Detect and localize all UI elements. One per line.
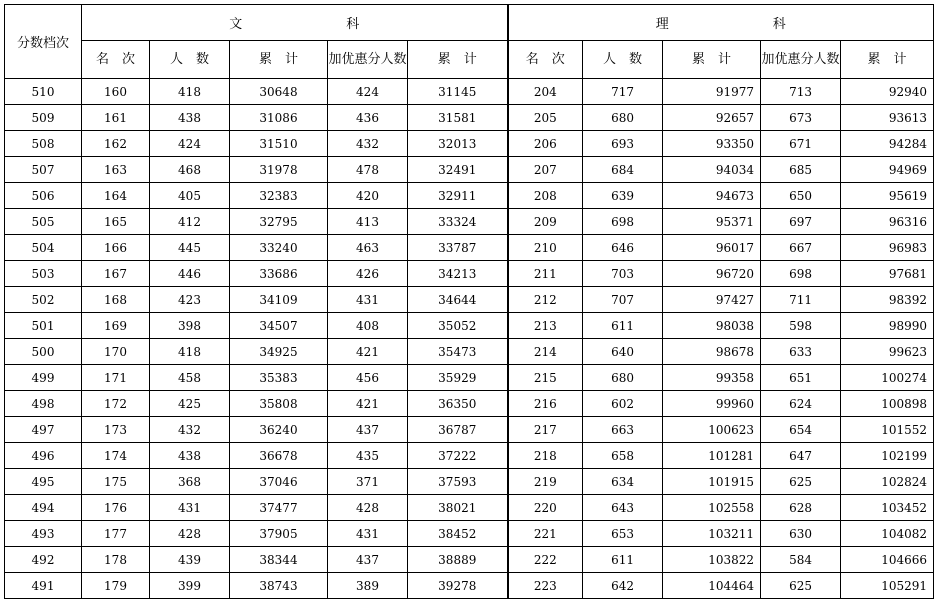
table-row <box>5 495 934 521</box>
arts-rank-cell: 178 <box>82 547 150 573</box>
arts-bonus-cumulative-cell: 37222 <box>408 443 508 469</box>
arts-bonus-count-cell: 463 <box>328 235 408 261</box>
arts-count-cell: 438 <box>150 105 230 131</box>
table-row <box>5 131 934 157</box>
arts-rank-cell: 164 <box>82 183 150 209</box>
arts-rank-cell: 167 <box>82 261 150 287</box>
score-cell: 493 <box>5 521 82 547</box>
science-bonus-count-cell: 625 <box>761 469 841 495</box>
arts-bonus-count-cell: 371 <box>328 469 408 495</box>
science-bonus-count-cell: 625 <box>761 573 841 599</box>
score-cell: 503 <box>5 261 82 287</box>
science-count-cell: 684 <box>583 157 663 183</box>
arts-cumulative-cell: 34925 <box>230 339 328 365</box>
science-count-cell: 634 <box>583 469 663 495</box>
science-rank-cell: 204 <box>508 79 583 105</box>
arts-count-cell: 424 <box>150 131 230 157</box>
arts-bonus-count-cell: 428 <box>328 495 408 521</box>
science-bonus-count-cell: 647 <box>761 443 841 469</box>
science-cumulative-cell: 92657 <box>663 105 761 131</box>
score-cell: 491 <box>5 573 82 599</box>
arts-count-cell: 439 <box>150 547 230 573</box>
arts-cumulative-cell: 37477 <box>230 495 328 521</box>
arts-rank-cell: 176 <box>82 495 150 521</box>
arts-rank-cell: 177 <box>82 521 150 547</box>
score-cell: 505 <box>5 209 82 235</box>
arts-count-cell: 468 <box>150 157 230 183</box>
science-rank-cell: 220 <box>508 495 583 521</box>
score-cell: 509 <box>5 105 82 131</box>
arts-count-cell: 428 <box>150 521 230 547</box>
arts-count-cell: 418 <box>150 339 230 365</box>
arts-bonus-count-cell: 431 <box>328 287 408 313</box>
arts-cumulative-cell: 34507 <box>230 313 328 339</box>
science-rank-cell: 215 <box>508 365 583 391</box>
science-bonus-count-cell: 651 <box>761 365 841 391</box>
science-count-cell: 639 <box>583 183 663 209</box>
arts-bonus-cumulative-cell: 38452 <box>408 521 508 547</box>
arts-cumulative-cell: 32795 <box>230 209 328 235</box>
science-count-cell: 640 <box>583 339 663 365</box>
science-cumulative-cell: 101915 <box>663 469 761 495</box>
header-row-2 <box>5 41 934 79</box>
science-bonus-count-cell: 667 <box>761 235 841 261</box>
science-bonus-header: 加优惠分人数 <box>761 41 841 79</box>
arts-rank-cell: 173 <box>82 417 150 443</box>
science-count-cell: 693 <box>583 131 663 157</box>
arts-bonus-count-cell: 431 <box>328 521 408 547</box>
arts-rank-cell: 168 <box>82 287 150 313</box>
arts-count-cell: 438 <box>150 443 230 469</box>
science-bonus-cumulative-cell: 103452 <box>841 495 934 521</box>
arts-bonus-cumulative-cell: 36787 <box>408 417 508 443</box>
arts-bonus-count-cell: 456 <box>328 365 408 391</box>
table-row <box>5 417 934 443</box>
science-bonus-cumulative-cell: 102199 <box>841 443 934 469</box>
arts-bonus-cumulative-cell: 35473 <box>408 339 508 365</box>
arts-bonus-cumulative-cell: 38021 <box>408 495 508 521</box>
science-rank-cell: 211 <box>508 261 583 287</box>
arts-bonus-count-cell: 421 <box>328 339 408 365</box>
science-cumulative-cell: 95371 <box>663 209 761 235</box>
arts-cumulative-cell: 33240 <box>230 235 328 261</box>
arts-bonus-count-cell: 437 <box>328 417 408 443</box>
arts-bonus-count-cell: 424 <box>328 79 408 105</box>
arts-cumulative-cell: 32383 <box>230 183 328 209</box>
arts-rank-cell: 174 <box>82 443 150 469</box>
science-bonus-count-cell: 698 <box>761 261 841 287</box>
science-cumulative-cell: 98038 <box>663 313 761 339</box>
arts-bonus-count-cell: 478 <box>328 157 408 183</box>
arts-bonus-cumulative-cell: 34644 <box>408 287 508 313</box>
science-bonus-count-cell: 673 <box>761 105 841 131</box>
score-cell: 508 <box>5 131 82 157</box>
arts-cumulative-cell: 36240 <box>230 417 328 443</box>
science-bonus-cumulative-cell: 96316 <box>841 209 934 235</box>
science-rank-cell: 214 <box>508 339 583 365</box>
science-bonus-cumulative-cell: 98990 <box>841 313 934 339</box>
science-cumulative-cell: 94673 <box>663 183 761 209</box>
science-count-cell: 611 <box>583 313 663 339</box>
arts-count-cell: 423 <box>150 287 230 313</box>
science-rank-cell: 209 <box>508 209 583 235</box>
science-bonus-count-cell: 713 <box>761 79 841 105</box>
arts-rank-cell: 166 <box>82 235 150 261</box>
score-cell: 502 <box>5 287 82 313</box>
arts-rank-cell: 161 <box>82 105 150 131</box>
science-rank-cell: 222 <box>508 547 583 573</box>
arts-bonus-cumulative-cell: 33324 <box>408 209 508 235</box>
science-bonus-cumulative-cell: 98392 <box>841 287 934 313</box>
score-cell: 510 <box>5 79 82 105</box>
table-row <box>5 105 934 131</box>
science-bonus-cumulative-cell: 102824 <box>841 469 934 495</box>
science-count-cell: 717 <box>583 79 663 105</box>
arts-cumulative-cell: 37905 <box>230 521 328 547</box>
arts-count-cell: 425 <box>150 391 230 417</box>
arts-bonus-count-cell: 420 <box>328 183 408 209</box>
science-bonus-cumulative-cell: 105291 <box>841 573 934 599</box>
table-row <box>5 573 934 599</box>
science-bonus-count-cell: 624 <box>761 391 841 417</box>
science-rank-cell: 212 <box>508 287 583 313</box>
arts-cumulative-cell: 35808 <box>230 391 328 417</box>
science-bonus-count-cell: 711 <box>761 287 841 313</box>
arts-count-cell: 405 <box>150 183 230 209</box>
table-row <box>5 391 934 417</box>
science-bonus-cumulative-cell: 92940 <box>841 79 934 105</box>
score-cell: 497 <box>5 417 82 443</box>
arts-bonus-cumulative-header: 累 计 <box>408 41 508 79</box>
score-cell: 494 <box>5 495 82 521</box>
arts-rank-cell: 163 <box>82 157 150 183</box>
science-bonus-cumulative-cell: 96983 <box>841 235 934 261</box>
arts-cumulative-cell: 31086 <box>230 105 328 131</box>
science-rank-cell: 210 <box>508 235 583 261</box>
science-bonus-cumulative-cell: 94969 <box>841 157 934 183</box>
arts-count-cell: 458 <box>150 365 230 391</box>
arts-count-cell: 398 <box>150 313 230 339</box>
header-row-1 <box>5 5 934 41</box>
score-cell: 506 <box>5 183 82 209</box>
arts-bonus-cumulative-cell: 33787 <box>408 235 508 261</box>
science-bonus-cumulative-cell: 97681 <box>841 261 934 287</box>
arts-bonus-header: 加优惠分人数 <box>328 41 408 79</box>
arts-bonus-cumulative-cell: 38889 <box>408 547 508 573</box>
science-bonus-count-cell: 650 <box>761 183 841 209</box>
arts-bonus-cumulative-cell: 39278 <box>408 573 508 599</box>
arts-cumulative-cell: 33686 <box>230 261 328 287</box>
score-cell: 496 <box>5 443 82 469</box>
arts-bonus-count-cell: 435 <box>328 443 408 469</box>
arts-count-cell: 446 <box>150 261 230 287</box>
science-bonus-cumulative-cell: 99623 <box>841 339 934 365</box>
science-count-header: 人 数 <box>583 41 663 79</box>
science-count-cell: 602 <box>583 391 663 417</box>
science-cumulative-cell: 98678 <box>663 339 761 365</box>
science-rank-cell: 218 <box>508 443 583 469</box>
score-cell: 507 <box>5 157 82 183</box>
science-bonus-cumulative-cell: 104082 <box>841 521 934 547</box>
science-rank-cell: 216 <box>508 391 583 417</box>
arts-rank-cell: 165 <box>82 209 150 235</box>
science-cumulative-cell: 103822 <box>663 547 761 573</box>
score-cell: 500 <box>5 339 82 365</box>
arts-cumulative-cell: 38344 <box>230 547 328 573</box>
arts-bonus-cumulative-cell: 37593 <box>408 469 508 495</box>
arts-cumulative-cell: 37046 <box>230 469 328 495</box>
arts-count-cell: 445 <box>150 235 230 261</box>
arts-count-cell: 432 <box>150 417 230 443</box>
arts-bonus-count-cell: 426 <box>328 261 408 287</box>
arts-bonus-cumulative-cell: 36350 <box>408 391 508 417</box>
arts-bonus-cumulative-cell: 31145 <box>408 79 508 105</box>
science-bonus-count-cell: 628 <box>761 495 841 521</box>
arts-cumulative-header: 累 计 <box>230 41 328 79</box>
science-bonus-count-cell: 633 <box>761 339 841 365</box>
score-cell: 498 <box>5 391 82 417</box>
science-bonus-count-cell: 598 <box>761 313 841 339</box>
science-count-cell: 680 <box>583 365 663 391</box>
arts-rank-cell: 162 <box>82 131 150 157</box>
science-count-cell: 698 <box>583 209 663 235</box>
arts-rank-cell: 170 <box>82 339 150 365</box>
science-count-cell: 611 <box>583 547 663 573</box>
science-cumulative-header: 累 计 <box>663 41 761 79</box>
science-rank-cell: 207 <box>508 157 583 183</box>
science-count-cell: 642 <box>583 573 663 599</box>
arts-bonus-cumulative-cell: 31581 <box>408 105 508 131</box>
arts-rank-cell: 172 <box>82 391 150 417</box>
arts-cumulative-cell: 30648 <box>230 79 328 105</box>
arts-count-cell: 368 <box>150 469 230 495</box>
arts-rank-cell: 171 <box>82 365 150 391</box>
arts-count-cell: 412 <box>150 209 230 235</box>
table-row <box>5 183 934 209</box>
science-cumulative-cell: 91977 <box>663 79 761 105</box>
arts-rank-cell: 160 <box>82 79 150 105</box>
science-cumulative-cell: 103211 <box>663 521 761 547</box>
science-count-cell: 707 <box>583 287 663 313</box>
table-row <box>5 261 934 287</box>
science-rank-cell: 205 <box>508 105 583 131</box>
arts-rank-header: 名 次 <box>82 41 150 79</box>
arts-cumulative-cell: 31978 <box>230 157 328 183</box>
arts-bonus-count-cell: 436 <box>328 105 408 131</box>
score-column-header: 分数档次 <box>5 5 82 79</box>
science-rank-cell: 206 <box>508 131 583 157</box>
arts-cumulative-cell: 34109 <box>230 287 328 313</box>
science-bonus-cumulative-cell: 95619 <box>841 183 934 209</box>
science-bonus-count-cell: 630 <box>761 521 841 547</box>
table-row <box>5 547 934 573</box>
science-rank-header: 名 次 <box>508 41 583 79</box>
science-rank-cell: 217 <box>508 417 583 443</box>
science-bonus-count-cell: 697 <box>761 209 841 235</box>
science-bonus-cumulative-cell: 93613 <box>841 105 934 131</box>
arts-cumulative-cell: 31510 <box>230 131 328 157</box>
table-body <box>5 79 934 599</box>
science-cumulative-cell: 93350 <box>663 131 761 157</box>
table-row <box>5 209 934 235</box>
science-rank-cell: 223 <box>508 573 583 599</box>
science-bonus-cumulative-cell: 94284 <box>841 131 934 157</box>
arts-cumulative-cell: 35383 <box>230 365 328 391</box>
science-count-cell: 663 <box>583 417 663 443</box>
science-cumulative-cell: 102558 <box>663 495 761 521</box>
science-rank-cell: 208 <box>508 183 583 209</box>
table-row <box>5 287 934 313</box>
arts-count-cell: 418 <box>150 79 230 105</box>
science-bonus-count-cell: 584 <box>761 547 841 573</box>
science-bonus-count-cell: 671 <box>761 131 841 157</box>
arts-bonus-cumulative-cell: 32013 <box>408 131 508 157</box>
science-count-cell: 646 <box>583 235 663 261</box>
arts-cumulative-cell: 36678 <box>230 443 328 469</box>
science-count-cell: 658 <box>583 443 663 469</box>
score-cell: 501 <box>5 313 82 339</box>
table-row <box>5 521 934 547</box>
science-cumulative-cell: 96720 <box>663 261 761 287</box>
table-row <box>5 365 934 391</box>
science-bonus-count-cell: 685 <box>761 157 841 183</box>
arts-rank-cell: 175 <box>82 469 150 495</box>
science-rank-cell: 221 <box>508 521 583 547</box>
arts-bonus-count-cell: 437 <box>328 547 408 573</box>
science-bonus-cumulative-cell: 100274 <box>841 365 934 391</box>
arts-count-header: 人 数 <box>150 41 230 79</box>
arts-bonus-cumulative-cell: 32491 <box>408 157 508 183</box>
science-count-cell: 680 <box>583 105 663 131</box>
science-cumulative-cell: 99358 <box>663 365 761 391</box>
arts-count-cell: 399 <box>150 573 230 599</box>
science-cumulative-cell: 100623 <box>663 417 761 443</box>
arts-cumulative-cell: 38743 <box>230 573 328 599</box>
science-cumulative-cell: 104464 <box>663 573 761 599</box>
science-bonus-cumulative-cell: 101552 <box>841 417 934 443</box>
science-bonus-count-cell: 654 <box>761 417 841 443</box>
score-cell: 504 <box>5 235 82 261</box>
science-count-cell: 653 <box>583 521 663 547</box>
science-cumulative-cell: 99960 <box>663 391 761 417</box>
score-rank-table <box>4 4 934 599</box>
science-cumulative-cell: 97427 <box>663 287 761 313</box>
arts-count-cell: 431 <box>150 495 230 521</box>
science-rank-cell: 213 <box>508 313 583 339</box>
science-section-header: 理 科 <box>508 5 934 41</box>
science-count-cell: 703 <box>583 261 663 287</box>
science-cumulative-cell: 101281 <box>663 443 761 469</box>
table-row <box>5 313 934 339</box>
table-row <box>5 339 934 365</box>
arts-bonus-count-cell: 413 <box>328 209 408 235</box>
score-cell: 495 <box>5 469 82 495</box>
science-count-cell: 643 <box>583 495 663 521</box>
science-cumulative-cell: 94034 <box>663 157 761 183</box>
arts-bonus-count-cell: 389 <box>328 573 408 599</box>
science-cumulative-cell: 96017 <box>663 235 761 261</box>
arts-bonus-cumulative-cell: 35052 <box>408 313 508 339</box>
arts-bonus-count-cell: 421 <box>328 391 408 417</box>
arts-bonus-count-cell: 408 <box>328 313 408 339</box>
arts-bonus-count-cell: 432 <box>328 131 408 157</box>
score-cell: 499 <box>5 365 82 391</box>
arts-rank-cell: 179 <box>82 573 150 599</box>
science-rank-cell: 219 <box>508 469 583 495</box>
table-row <box>5 469 934 495</box>
table-row <box>5 79 934 105</box>
table-row <box>5 157 934 183</box>
arts-bonus-cumulative-cell: 34213 <box>408 261 508 287</box>
table-row <box>5 235 934 261</box>
score-cell: 492 <box>5 547 82 573</box>
arts-bonus-cumulative-cell: 35929 <box>408 365 508 391</box>
science-bonus-cumulative-cell: 100898 <box>841 391 934 417</box>
arts-rank-cell: 169 <box>82 313 150 339</box>
science-bonus-cumulative-cell: 104666 <box>841 547 934 573</box>
science-bonus-cumulative-header: 累 计 <box>841 41 934 79</box>
arts-bonus-cumulative-cell: 32911 <box>408 183 508 209</box>
arts-section-header: 文 科 <box>82 5 508 41</box>
table-row <box>5 443 934 469</box>
